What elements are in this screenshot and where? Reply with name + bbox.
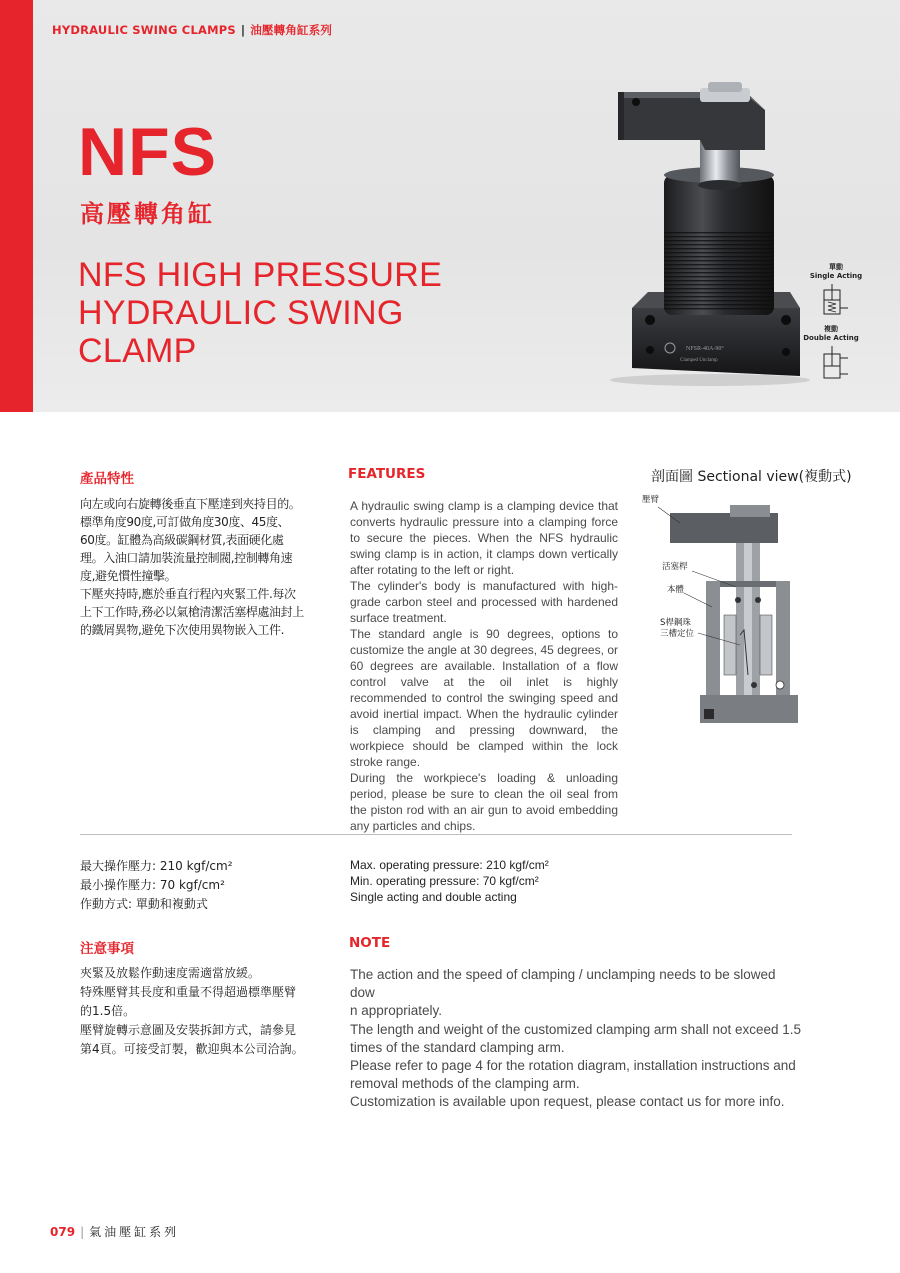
features-cn-line: 的鐵屑異物,避免下次使用異物嵌入工件. <box>80 623 285 637</box>
note-en-line: Please refer to page 4 for the rotation diagram, installation instructions and <box>350 1058 796 1074</box>
note-cn-line: 的1.5倍。 <box>80 1004 136 1018</box>
plate-marking: NFSR-40A-90° <box>686 346 724 352</box>
features-text-cn <box>80 495 304 639</box>
page-number: 079 <box>50 1225 76 1239</box>
model-name: NFS <box>78 114 217 190</box>
note-heading-cn: 注意事項 <box>80 941 134 957</box>
sectional-diagram <box>640 495 810 730</box>
accent-bar <box>0 0 33 412</box>
double-acting-cn: 複動 <box>824 325 838 333</box>
callout-piston-rod: 活塞桿 <box>662 562 688 572</box>
breadcrumb-en: HYDRAULIC SWING CLAMPS <box>52 23 236 37</box>
double-acting-label <box>800 325 862 343</box>
note-cn-line: 壓臂旋轉示意圖及安裝拆卸方式，請參見 <box>80 1023 297 1037</box>
callout-body: 本體 <box>667 585 685 595</box>
note-cn-line: 第4頁。可接受訂製，歡迎與本公司洽詢。 <box>80 1042 304 1056</box>
note-text-en <box>350 966 802 1112</box>
double-acting-icon <box>820 344 850 380</box>
features-cn-line: 上下工作時,務必以氣槍清潔活塞桿處油封上 <box>80 605 304 619</box>
model-name-cn: 高壓轉角缸 <box>80 200 215 228</box>
page-footer <box>50 1223 179 1240</box>
plate-marking-2: Clamped Unclamp <box>680 358 718 363</box>
features-cn-line: 向左或向右旋轉後垂直下壓達到夾持目的。 <box>80 497 301 511</box>
note-en-line: removal methods of the clamping arm. <box>350 1076 580 1092</box>
callout-steel-ball-line1: S桿鋼珠 <box>660 618 691 628</box>
features-cn-line: 下壓夾持時,應於垂直行程內夾緊工件.每次 <box>80 587 296 601</box>
specs-en <box>350 857 549 905</box>
features-text-en <box>350 498 618 834</box>
single-acting-label <box>806 263 866 281</box>
features-heading-cn: 產品特性 <box>80 471 134 487</box>
callout-steel-ball <box>660 618 694 640</box>
note-en-line: n appropriately. <box>350 1003 443 1019</box>
specs-cn <box>80 857 233 914</box>
features-cn-line: 理。入油口請加裝流量控制閥,控制轉角速 <box>80 551 293 565</box>
note-cn-line: 夾緊及放鬆作動速度需適當放緩。 <box>80 966 261 980</box>
footer-title: 氣油壓缸系列 <box>89 1225 180 1239</box>
product-image <box>600 80 810 390</box>
section-divider <box>80 834 792 835</box>
features-cn-line: 60度。缸體為高級碳鋼材質,表面硬化處 <box>80 533 284 547</box>
breadcrumb <box>52 22 332 38</box>
spec-en-line: Max. operating pressure: 210 kgf/cm² <box>350 858 549 872</box>
single-acting-en: Single Acting <box>809 272 863 280</box>
note-en-line: times of the standard clamping arm. <box>350 1039 565 1055</box>
single-acting-cn: 單動 <box>829 263 843 271</box>
product-title-line: CLAMP <box>78 332 197 370</box>
spec-en-line: Min. operating pressure: 70 kgf/cm² <box>350 874 539 888</box>
spec-en-line: Single acting and double acting <box>350 890 517 904</box>
note-en-line: The length and weight of the customized clamping arm shall not exceed 1.5 <box>350 1021 802 1037</box>
features-cn-line: 標準角度90度,可訂做角度30度、45度、 <box>80 515 290 529</box>
sectional-view-title: 剖面圖 Sectional view(複動式) <box>651 469 852 485</box>
note-en-line: Customization is available upon request, please contact us for more info. <box>350 1094 785 1110</box>
spec-cn-line: 最小操作壓力: 70 kgf/cm² <box>80 878 225 892</box>
note-text-cn <box>80 964 315 1059</box>
note-cn-line: 特殊壓臂其長度和重量不得超過標準壓臂 <box>80 985 297 999</box>
double-acting-en: Double Acting <box>803 334 859 342</box>
callout-steel-ball-line2: 三槽定位 <box>660 629 695 639</box>
features-cn-line: 度,避免慣性撞擊。 <box>80 569 177 583</box>
product-title-line: HYDRAULIC SWING <box>78 294 404 332</box>
spec-cn-line: 最大操作壓力: 210 kgf/cm² <box>80 859 233 873</box>
features-en-paragraph: The cylinder's body is manufactured with high-grade carbon steel and processed with hardened surface treatment. <box>350 579 618 625</box>
callout-arm: 壓臂 <box>642 495 660 505</box>
spec-cn-line: 作動方式: 單動和複動式 <box>80 897 208 911</box>
product-title-line: NFS HIGH PRESSURE <box>78 256 443 294</box>
features-en-paragraph: The standard angle is 90 degrees, options to customize the angle at 30 degrees, 45 degrees, or 60 degrees are available. Installation of a flow control valve at the oil inlet is highly recommended to control the swinging speed and avoid inertial impact. When the hydraulic cylinder is clamping and pressing downward, the workpiece should be clamped within the lock stroke range. <box>350 627 618 769</box>
breadcrumb-cn: 油壓轉角缸系列 <box>250 23 333 37</box>
note-en-line: The action and the speed of clamping / unclamping needs to be slowed dow <box>350 967 776 1001</box>
footer-separator: | <box>80 1225 85 1239</box>
features-heading-en: FEATURES <box>348 466 426 482</box>
features-en-paragraph: A hydraulic swing clamp is a clamping device that converts hydraulic pressure into a clamping force to secure the pieces. When the NFS hydraulic swing clamp is in action, it clamps down vertically after rotating to the left or right. <box>350 499 618 577</box>
features-en-paragraph: During the workpiece's loading & unloading period, please be sure to clean the oil seal from the piston rod with an air gun to avoid embedding any particles and chips. <box>350 771 618 833</box>
note-heading-en: NOTE <box>349 935 391 951</box>
product-title <box>78 256 442 370</box>
single-acting-icon <box>820 282 850 316</box>
breadcrumb-separator: | <box>240 23 246 37</box>
